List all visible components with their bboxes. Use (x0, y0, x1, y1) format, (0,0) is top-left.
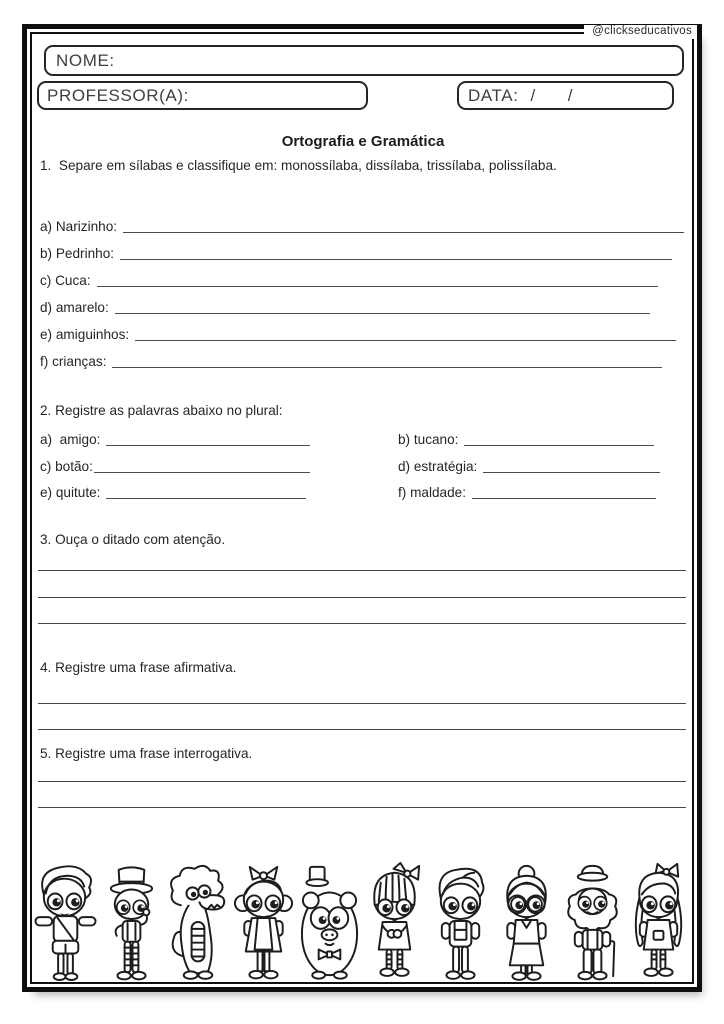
characters-illustration (34, 857, 690, 984)
character-emilia (363, 860, 426, 984)
q1-item-f: f) crianças: (40, 351, 686, 369)
character-pedrinho (34, 860, 97, 984)
answer-blank (472, 498, 656, 499)
answer-line (38, 729, 686, 730)
character-rabico (298, 860, 361, 984)
q2-item-a: a) amigo: (40, 430, 312, 447)
answer-line (38, 597, 686, 598)
date-field (457, 81, 674, 110)
question-3: 3. Ouça o ditado com atenção. (40, 532, 226, 547)
answer-blank (483, 472, 660, 473)
worksheet-title: Ortografia e Gramática (281, 133, 445, 150)
q1-item-d: d) amarelo: (40, 297, 686, 315)
q1-item-a: a) Narizinho: (40, 216, 686, 234)
character-dona-benta (495, 860, 558, 984)
date-slashes: / / (530, 85, 574, 105)
answer-blank (94, 472, 310, 473)
answer-line (38, 781, 686, 782)
character-narizinho (232, 860, 295, 984)
teacher-label: PROFESSOR(A): (47, 85, 189, 105)
name-field (44, 45, 684, 76)
question-4: 4. Registre uma frase afirmativa. (40, 660, 237, 675)
character-cuca (166, 860, 229, 984)
q1-item-e: e) amiguinhos: (40, 324, 686, 342)
answer-blank (115, 313, 650, 314)
q2-item-e: e) quitute: (40, 483, 312, 500)
q1-item-b: b) Pedrinho: (40, 243, 686, 261)
answer-blank (120, 259, 672, 260)
question-1: 1. Separe em sílabas e classifique em: monossílaba, dissílaba, trissílaba, polissílaba. (40, 158, 557, 173)
answer-line (38, 807, 686, 808)
character-menina (627, 860, 690, 984)
character-tio-barnabe (561, 860, 624, 984)
answer-blank (135, 340, 676, 341)
character-menino (429, 860, 492, 984)
answer-blank (106, 445, 310, 446)
q2-item-c: c) botão: (40, 457, 312, 474)
answer-blank (123, 232, 684, 233)
answer-line (38, 703, 686, 704)
question-5: 5. Registre uma frase interrogativa. (40, 746, 253, 761)
date-label: DATA: (468, 85, 519, 105)
q2-item-d: d) estratégia: (398, 457, 686, 474)
answer-blank (464, 445, 654, 446)
answer-blank (112, 367, 662, 368)
answer-line (38, 570, 686, 571)
answer-blank (106, 498, 306, 499)
name-label: NOME: (56, 50, 115, 70)
q2-items (40, 430, 686, 500)
answer-blank (97, 286, 658, 287)
character-visconde-de-sabugosa (100, 860, 163, 984)
q2-item-f: f) maldade: (398, 483, 686, 500)
watermark-credit: @clickseducativos (584, 25, 697, 39)
answer-line (38, 623, 686, 624)
question-2: 2. Registre as palavras abaixo no plural: (40, 403, 283, 418)
q2-item-b: b) tucano: (398, 430, 686, 447)
q1-item-c: c) Cuca: (40, 270, 686, 288)
teacher-field (37, 81, 368, 110)
